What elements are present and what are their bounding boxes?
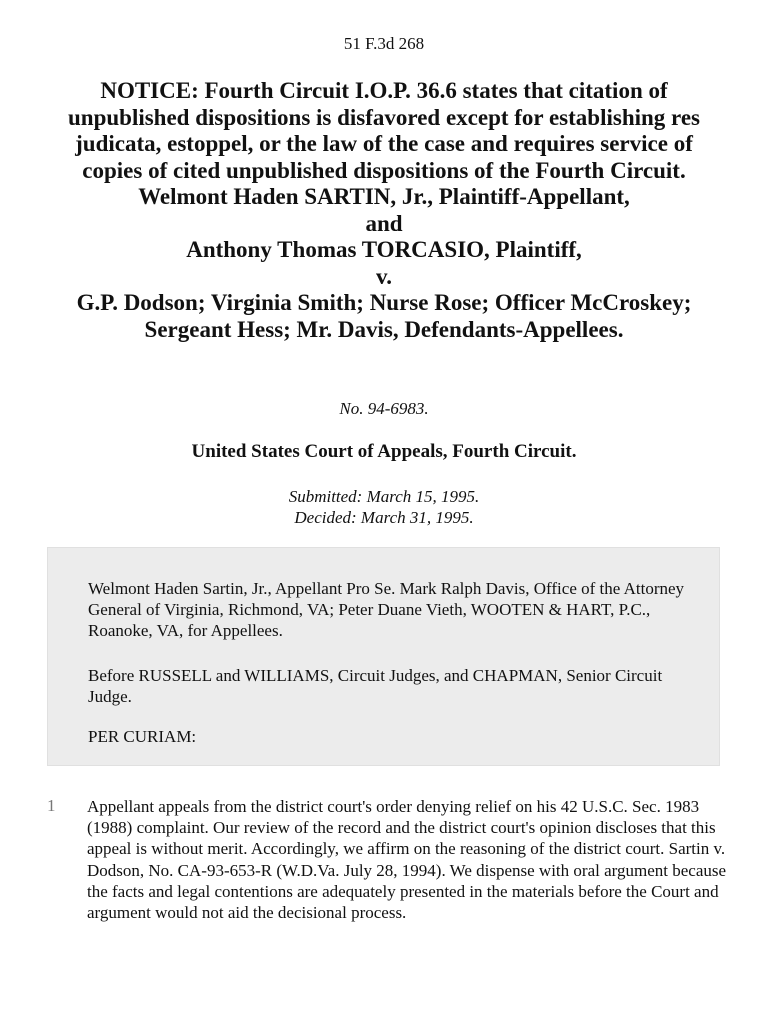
paragraph-number: 1: [47, 796, 56, 815]
counsel-panel: [47, 547, 720, 766]
judges-listing: Before RUSSELL and WILLIAMS, Circuit Judges, and CHAPMAN, Senior Circuit Judge.: [88, 666, 663, 706]
plaintiff: Anthony Thomas TORCASIO, Plaintiff,: [186, 237, 582, 262]
per-curiam-label: PER CURIAM:: [88, 727, 197, 746]
court-name: United States Court of Appeals, Fourth Circuit.: [191, 441, 577, 462]
paragraph-text: Appellant appeals from the district court's order denying relief on his 42 U.S.C. Sec. 1983 (1988) complaint. Our review of the record and the district court's opinion discloses that this appeal is without merit. Accordingly, we affirm on the reasoning of the district court. Sartin v. Dodson, No. CA-93-653-R (W.D.Va. July 28, 1994). We dispense with oral argument because the facts and legal contentions are adequately presented in the materials before the Court and argument would not aid the decisional process.: [87, 797, 727, 923]
docket-number: No. 94-6983.: [339, 399, 429, 418]
defendants-appellees: G.P. Dodson; Virginia Smith; Nurse Rose; Officer McCroskey; Sergeant Hess; Mr. Davis, Defendants-Appellees.: [76, 290, 692, 342]
plaintiff-appellant: Welmont Haden SARTIN, Jr., Plaintiff-Appellant,: [138, 184, 630, 209]
versus: v.: [376, 263, 392, 289]
case-heading: [44, 78, 724, 343]
unpublished-notice: NOTICE: Fourth Circuit I.O.P. 36.6 states that citation of unpublished dispositions is disfavored except for establishing res judicata, estoppel, or the law of the case and requires service of copies of cited unpublished dispositions of the Fourth Circuit.: [67, 78, 700, 183]
conjunction-and: and: [365, 210, 403, 236]
case-citation: 51 F.3d 268: [343, 34, 425, 53]
case-dates: [0, 486, 768, 528]
counsel-listing: Welmont Haden Sartin, Jr., Appellant Pro Se. Mark Ralph Davis, Office of the Attorney General of Virginia, Richmond, VA; Peter Duane Vieth, WOOTEN & HART, P.C., Roanoke, VA, for Appellees.: [88, 579, 685, 640]
submitted-date: Submitted: March 15, 1995.: [288, 487, 480, 506]
decided-date: Decided: March 31, 1995.: [294, 508, 474, 527]
